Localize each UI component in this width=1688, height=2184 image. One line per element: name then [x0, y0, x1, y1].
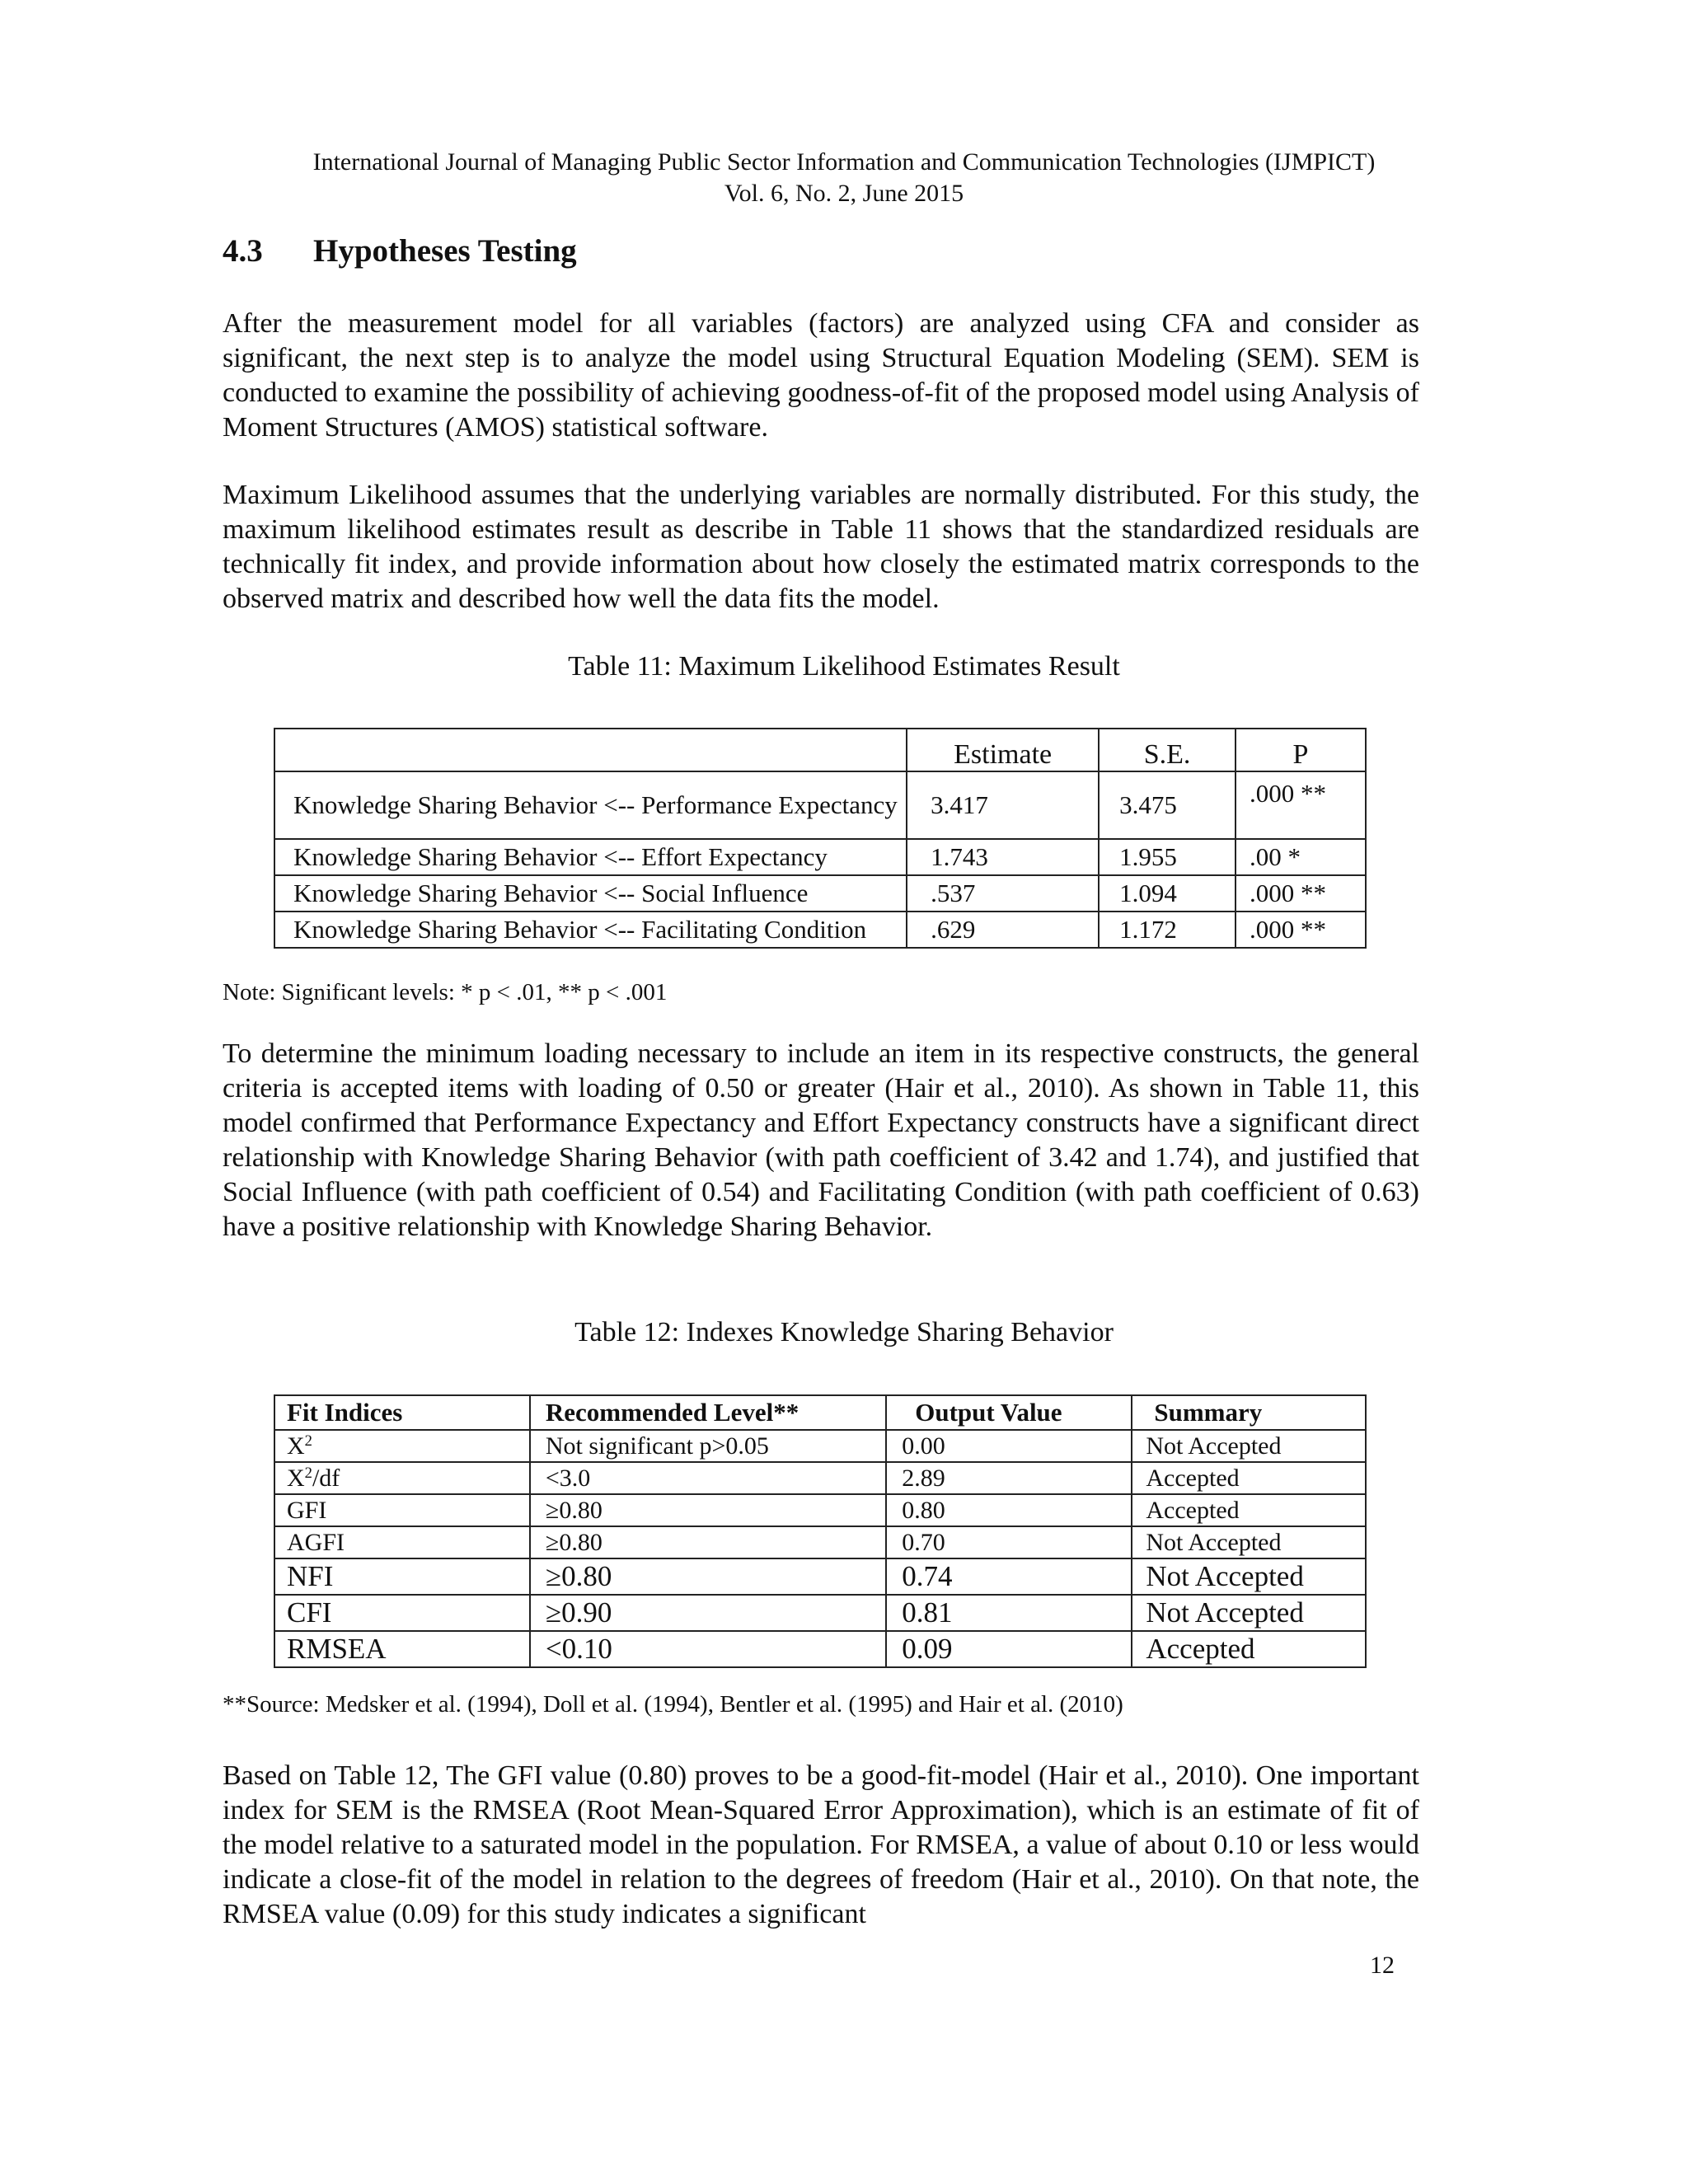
output-value-cell: 0.81	[886, 1595, 1132, 1631]
table-header-cell: Recommended Level**	[530, 1395, 886, 1430]
fit-index-cell: AGFI	[274, 1526, 530, 1558]
estimate-cell: 1.743	[907, 839, 1099, 875]
table-header-cell: Output Value	[886, 1395, 1132, 1430]
path-cell: Knowledge Sharing Behavior <-- Effort Expectancy	[274, 839, 907, 875]
table-12	[274, 1394, 1367, 1668]
summary-cell: Not Accepted	[1132, 1526, 1366, 1558]
table-row	[274, 912, 1366, 948]
table11-note: Note: Significant levels: * p < .01, ** p < .001	[223, 979, 668, 1005]
output-value-cell: 0.70	[886, 1526, 1132, 1558]
estimate-cell: 3.417	[907, 771, 1099, 839]
fit-index-label: X	[287, 1464, 305, 1492]
journal-header: International Journal of Managing Public Sector Information and Communication Technologies (IJMPICT)	[312, 148, 1376, 176]
p-cell: .00 *	[1236, 839, 1366, 875]
page-number: 12	[1370, 1952, 1395, 1979]
summary-cell: Accepted	[1132, 1462, 1366, 1494]
fit-index-cell	[274, 1462, 530, 1494]
se-cell: 1.955	[1099, 839, 1236, 875]
recommended-level-cell: Not significant p>0.05	[530, 1430, 886, 1462]
fit-index-cell: CFI	[274, 1595, 530, 1631]
output-value-cell: 0.80	[886, 1494, 1132, 1526]
output-value-cell: 2.89	[886, 1462, 1132, 1494]
section-number: 4.3	[223, 233, 263, 269]
summary-cell: Accepted	[1132, 1494, 1366, 1526]
output-value-cell: 0.00	[886, 1430, 1132, 1462]
fit-index-suffix: /df	[312, 1464, 340, 1492]
table-row	[274, 1462, 1366, 1494]
table12-caption: Table 12: Indexes Knowledge Sharing Behavior	[574, 1317, 1114, 1347]
table-row	[274, 1558, 1366, 1595]
summary-cell: Not Accepted	[1132, 1595, 1366, 1631]
p-cell: .000 **	[1236, 771, 1366, 839]
summary-cell: Accepted	[1132, 1631, 1366, 1667]
path-cell: Knowledge Sharing Behavior <-- Social Influence	[274, 875, 907, 912]
path-cell: Knowledge Sharing Behavior <-- Facilitating Condition	[274, 912, 907, 948]
table-row	[274, 1526, 1366, 1558]
paragraph-rmsea: Based on Table 12, The GFI value (0.80) proves to be a good-fit-model (Hair et al., 2010). One important index for SEM is the RMSEA (Root Mean-Squared Error Approximation), which is an estimate of fit of the model relative to a saturated model in the population. For RMSEA, a value of about 0.10 or less would indicate a close-fit of the model in relation to the degrees of freedom (Hair et al., 2010). On that note, the RMSEA value (0.09) for this study indicates a significant	[223, 1760, 1419, 1929]
table-row	[274, 1595, 1366, 1631]
recommended-level-cell: ≥0.80	[530, 1494, 886, 1526]
table-row	[274, 771, 1366, 839]
table-row	[274, 839, 1366, 875]
summary-cell: Not Accepted	[1132, 1558, 1366, 1595]
section-heading	[223, 232, 577, 269]
recommended-level-cell: <0.10	[530, 1631, 886, 1667]
fit-index-cell: NFI	[274, 1558, 530, 1595]
table-header-cell: P	[1236, 729, 1366, 771]
recommended-level-cell: <3.0	[530, 1462, 886, 1494]
paragraph-sem-intro: After the measurement model for all variables (factors) are analyzed using CFA and consider as significant, the next step is to analyze the model using Structural Equation Modeling (SEM). SEM is conducted to examine the possibility of achieving goodness-of-fit of the proposed model using Analysis of Moment Structures (AMOS) statistical software.	[223, 308, 1419, 443]
table-header-row	[274, 1395, 1366, 1430]
table11-caption: Table 11: Maximum Likelihood Estimates Result	[568, 651, 1120, 682]
section-title: Hypotheses Testing	[313, 233, 577, 269]
table-row	[274, 1430, 1366, 1462]
output-value-cell: 0.74	[886, 1558, 1132, 1595]
estimate-cell: .537	[907, 875, 1099, 912]
summary-cell: Not Accepted	[1132, 1430, 1366, 1462]
journal-volume: Vol. 6, No. 2, June 2015	[724, 180, 964, 207]
se-cell: 1.172	[1099, 912, 1236, 948]
table-row	[274, 875, 1366, 912]
fit-index-cell	[274, 1430, 530, 1462]
paragraph-maximum-likelihood: Maximum Likelihood assumes that the underlying variables are normally distributed. For this study, the maximum likelihood estimates result as describe in Table 11 shows that the standardized residuals are technically fit index, and provide information about how closely the estimated matrix corresponds to the observed matrix and described how well the data fits the model.	[223, 480, 1419, 614]
superscript: 2	[304, 1464, 312, 1482]
paragraph-loading-criteria: To determine the minimum loading necessary to include an item in its respective constructs, the general criteria is accepted items with loading of 0.50 or greater (Hair et al., 2010). As shown in Table 11, this model confirmed that Performance Expectancy and Effort Expectancy constructs have a significant direct relationship with Knowledge Sharing Behavior (with path coefficient of 3.42 and 1.74), and justified that Social Influence (with path coefficient of 0.54) and Facilitating Condition (with path coefficient of 0.63) have a positive relationship with Knowledge Sharing Behavior.	[223, 1038, 1419, 1242]
table-header-cell: Fit Indices	[274, 1395, 530, 1430]
p-cell: .000 **	[1236, 912, 1366, 948]
superscript: 2	[304, 1432, 312, 1450]
recommended-level-cell: ≥0.90	[530, 1595, 886, 1631]
fit-index-label: X	[287, 1432, 305, 1460]
table-row	[274, 1631, 1366, 1667]
path-cell: Knowledge Sharing Behavior <-- Performance Expectancy	[274, 771, 907, 839]
table-header-cell: Summary	[1132, 1395, 1366, 1430]
se-cell: 3.475	[1099, 771, 1236, 839]
p-cell: .000 **	[1236, 875, 1366, 912]
recommended-level-cell: ≥0.80	[530, 1526, 886, 1558]
fit-index-cell: RMSEA	[274, 1631, 530, 1667]
table-header-row	[274, 729, 1366, 771]
table12-source: **Source: Medsker et al. (1994), Doll et al. (1994), Bentler et al. (1995) and Hair et al. (2010)	[223, 1691, 1123, 1718]
table-11	[274, 728, 1367, 949]
table-header-cell: S.E.	[1099, 729, 1236, 771]
table-header-cell: Estimate	[907, 729, 1099, 771]
output-value-cell: 0.09	[886, 1631, 1132, 1667]
fit-index-cell: GFI	[274, 1494, 530, 1526]
table-header-cell	[274, 729, 907, 771]
recommended-level-cell: ≥0.80	[530, 1558, 886, 1595]
table-row	[274, 1494, 1366, 1526]
estimate-cell: .629	[907, 912, 1099, 948]
se-cell: 1.094	[1099, 875, 1236, 912]
